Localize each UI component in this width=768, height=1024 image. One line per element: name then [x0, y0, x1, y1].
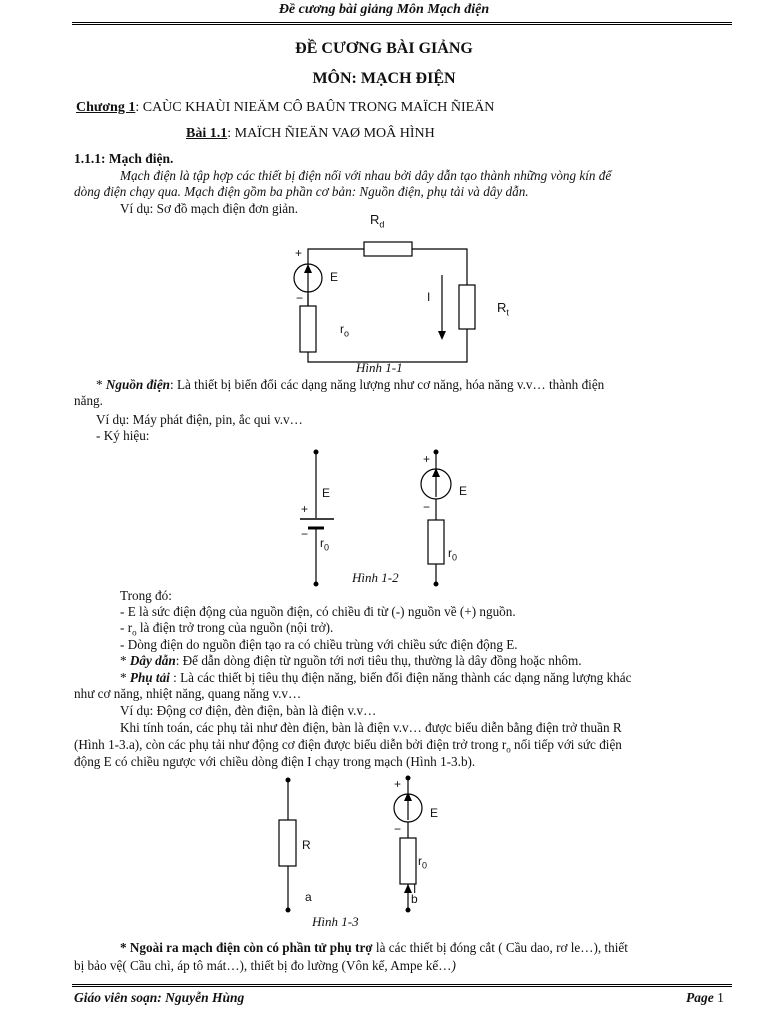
where-e: - E là sức điện động của nguồn điện, có chiều đi từ (-) nguồn về (+) nguồn. [120, 604, 516, 619]
e-label: E [330, 270, 339, 284]
lesson-label: Bài 1.1 [186, 126, 228, 141]
r0-label: $r_o$ [340, 322, 350, 339]
doc-title: ĐỀ CƯƠNG BÀI GIẢNG [295, 40, 473, 57]
lesson-text: : MAÏCH ÑIEÄN VAØ MOÂ HÌNH [227, 126, 435, 141]
extra-line-1: * Ngoài ra mạch điện còn có phần tử phụ trợ là các thiết bị đóng cắt ( Cầu dao, rơ le…), thiết [120, 940, 628, 955]
source-example: Ví dụ: Máy phát điện, pin, ắc qui v.v… [96, 412, 303, 427]
source-r0-label: $r_0$ [448, 546, 458, 563]
page-number: Page 1 [686, 990, 724, 1005]
calc-line-3: động E có chiều ngược với chiều dòng điện I chạy trong mạch (Hình 1-3.b). [74, 754, 476, 769]
rt-label: $R_t$ [497, 300, 509, 318]
source-para-line-2: năng. [74, 393, 103, 408]
footer-author: Giáo viên soạn: Nguyễn Hùng [74, 990, 245, 1005]
fig3-minus: − [394, 822, 402, 836]
chapter-text: : CAÙC KHAÙI NIEÄM CÔ BAÛN TRONG MAÏCH ÑIEÄN [135, 100, 495, 115]
minus-sign: − [296, 291, 304, 305]
battery-plus: + [301, 502, 309, 516]
section-heading: 1.1.1: Mạch điện. [74, 151, 174, 166]
fig3-r0-label: $r_0$ [418, 854, 428, 871]
source-e-label: E [459, 484, 468, 498]
source-para-line-1: * Nguồn điện: Là thiết bị biến đổi các dạng năng lượng như cơ năng, hóa năng v.v… thành điện [96, 377, 605, 392]
chapter-label: Chương 1 [76, 100, 136, 115]
plus-sign: + [295, 246, 303, 260]
calc-line-2: (Hình 1-3.a), còn các phụ tải như động cơ điện được biểu diễn bởi điện trở trong $r_o$ nối tiếp với sức điện [74, 737, 622, 755]
battery-e-label: E [322, 486, 331, 500]
load-example: Ví dụ: Động cơ điện, đèn điện, bàn là điện v.v… [120, 703, 377, 718]
intro-line-1: Mạch điện là tập hợp các thiết bị điện nối với nhau bởi dây dẫn tạo thành những vòng kín để [120, 168, 612, 183]
rd-label: $R_d$ [370, 212, 385, 230]
extra-line-2: bị bảo vệ( Cầu chì, áp tô mát…), thiết bị đo lường (Vôn kế, Ampe kế…) [74, 958, 456, 973]
example-1: Ví dụ: Sơ đồ mạch điện đơn giản. [120, 201, 299, 216]
doc-subtitle: MÔN: MẠCH ĐIỆN [312, 70, 456, 87]
r-label: R [302, 838, 311, 852]
source-minus: − [423, 500, 431, 514]
calc-line-1: Khi tính toán, các phụ tải như đèn điện, bàn là điện v.v… được biểu diễn bằng điện trở thuần R [120, 720, 622, 735]
load-para-line-1: * Phụ tải : Là các thiết bị tiêu thụ điện năng, biến đổi điện năng thành các dạng năng lượng khác [120, 670, 632, 685]
figure-1-3-caption: Hình 1-3 [312, 914, 359, 929]
battery-minus: − [301, 527, 309, 541]
fig3-plus: + [394, 777, 402, 791]
footer-rule [72, 984, 732, 987]
load-para-line-2: như cơ năng, nhiệt năng, quang năng v.v… [74, 686, 302, 701]
where-label: Trong đó: [120, 588, 172, 603]
label-b: b [411, 892, 418, 906]
page-header: Đề cương bài giảng Môn Mạch điện [278, 2, 490, 17]
wire-para: * Dây dẫn: Để dẫn dòng điện từ nguồn tới nơi tiêu thụ, thường là dây đồng hoặc nhôm. [120, 653, 582, 668]
where-r0: - $r_o$ là điện trở trong của nguồn (nội trở). [120, 620, 334, 638]
symbol-label: - Ký hiệu: [96, 428, 150, 443]
figure-1-2-caption: Hình 1-2 [352, 570, 399, 585]
source-plus: + [423, 452, 431, 466]
intro-line-2: dòng điện chạy qua. Mạch điện gồm ba phần cơ bản: Nguồn điện, phụ tải và dây dẫn. [74, 184, 529, 199]
figure-1-1-caption: Hình 1-1 [356, 360, 403, 375]
label-a: a [305, 890, 312, 904]
fig3-e-label: E [430, 806, 439, 820]
fig3-current-label: I [413, 882, 417, 896]
where-current: - Dòng điện do nguồn điện tạo ra có chiều trùng với chiều sức điện động E. [120, 637, 518, 652]
current-label: I [427, 290, 431, 304]
battery-r0-label: $r_0$ [320, 536, 330, 553]
